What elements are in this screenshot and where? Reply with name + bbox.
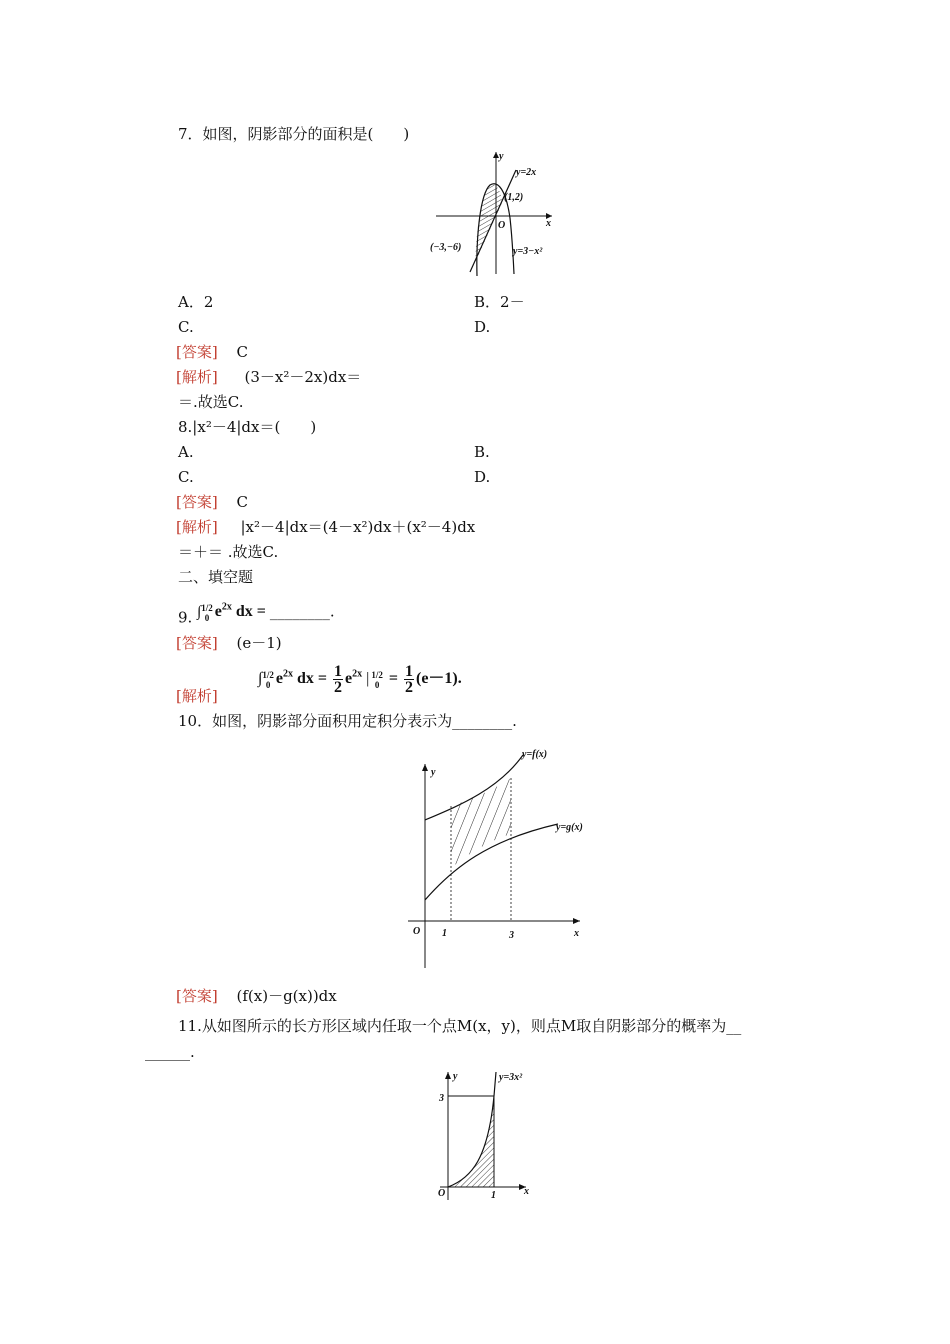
- q9-eq: =: [256, 603, 266, 621]
- upper-limit: 1/2: [262, 669, 274, 680]
- q10-fig-tick3: 3: [509, 930, 514, 941]
- q11-fig-x: x: [524, 1186, 529, 1197]
- q7-figure: [430, 148, 560, 278]
- eval-bar: |: [366, 670, 370, 688]
- q8-stem: 8.|x²－4|dx＝( ): [178, 418, 317, 436]
- q9-lower: 0: [204, 612, 210, 623]
- q7-fig-curve-label: y=3−x²: [513, 246, 543, 257]
- q11-stem-cont: ______.: [145, 1043, 195, 1061]
- q8-answer: [176, 492, 248, 512]
- q10-figure: [398, 742, 618, 972]
- equals: =: [388, 670, 398, 688]
- analysis-tag: [解析]: [176, 518, 218, 536]
- q11-figure: [432, 1068, 542, 1208]
- result: (e－1).: [416, 670, 462, 688]
- q8-option-d: D.: [474, 468, 491, 486]
- q7-fig-point1: (1,2): [504, 192, 524, 203]
- lower-limit: 0: [265, 679, 271, 690]
- q9-number: 9.: [178, 608, 193, 627]
- q9-blank: ________.: [269, 602, 335, 621]
- q10-fig-tick1: 1: [442, 928, 447, 939]
- q10-stem: 10．如图，阴影部分面积用定积分表示为________.: [178, 712, 517, 730]
- q8-option-a: A.: [178, 443, 194, 461]
- q7-stem: 7．如图，阴影部分的面积是( ): [178, 125, 410, 143]
- section-heading: 二、填空题: [178, 568, 254, 586]
- answer-value: (e－1): [236, 634, 282, 652]
- q7-option-b: B．2－: [474, 293, 525, 311]
- answer-tag: [答案]: [176, 493, 218, 511]
- integrand: e: [345, 670, 353, 688]
- q8-option-b: B.: [474, 443, 490, 461]
- dx: dx: [297, 670, 314, 688]
- q9-upper: 1/2: [201, 602, 213, 613]
- q7-analysis: [176, 367, 361, 387]
- frac-den: 2: [334, 679, 343, 696]
- q10-fig-f-label: y=f(x): [522, 749, 548, 760]
- q9-analysis-tag: [176, 686, 218, 706]
- answer-tag: [答案]: [176, 634, 218, 652]
- integral-sign: ∫: [197, 604, 202, 621]
- q11-fig-y: y: [453, 1071, 458, 1082]
- q7-fig-line-label: y=2x: [516, 167, 537, 178]
- q10-fig-x: x: [574, 928, 579, 939]
- q9-exp: 2x: [221, 602, 232, 613]
- answer-value: (f(x)－g(x))dx: [236, 987, 337, 1005]
- answer-value: C: [236, 343, 248, 361]
- q9-integrand: e: [214, 603, 222, 621]
- frac-num: 1: [334, 663, 343, 680]
- q8-analysis-cont: ＝＋＝ .故选C.: [178, 543, 279, 561]
- q9-dx: dx: [235, 603, 253, 621]
- q7-option-c: C.: [178, 318, 194, 336]
- q11-fig-curve-label: y=3x²: [499, 1072, 523, 1083]
- fraction-half: [333, 664, 343, 695]
- lower-limit: 0: [374, 679, 380, 690]
- analysis-tag: [解析]: [176, 687, 218, 705]
- integral-sign: ∫: [258, 670, 263, 688]
- frac-den: 2: [405, 679, 413, 696]
- q7-answer: [176, 342, 248, 362]
- q7-fig-x: x: [546, 218, 551, 229]
- q7-fig-o: O: [498, 220, 506, 231]
- q7-option-a: A．2: [178, 293, 214, 311]
- q9-integral: [197, 602, 270, 623]
- q7-fig-point2: (−3,−6): [430, 242, 462, 253]
- exponent: 2x: [352, 668, 363, 680]
- integrand: e: [275, 670, 284, 688]
- frac-num: 1: [405, 663, 413, 680]
- q10-fig-g-label: y=g(x): [556, 822, 583, 833]
- upper-limit: 1/2: [371, 669, 383, 680]
- q9-analysis-math: [258, 663, 462, 696]
- q10-fig-y: y: [431, 767, 436, 778]
- q7-option-d: D.: [474, 318, 491, 336]
- equals: =: [317, 670, 328, 688]
- q11-fig-o: O: [438, 1188, 446, 1199]
- q8-analysis: [176, 517, 475, 537]
- q9-answer: [176, 633, 282, 653]
- exponent: 2x: [283, 668, 294, 680]
- analysis-tag: [解析]: [176, 368, 218, 386]
- q10-answer: [176, 986, 337, 1006]
- analysis-text: (3－x²－2x)dx＝: [244, 368, 362, 386]
- q9-analysis-expr: [258, 664, 462, 698]
- answer-value: C: [236, 493, 248, 511]
- answer-tag: [答案]: [176, 987, 218, 1005]
- answer-tag: [答案]: [176, 343, 218, 361]
- q10-fig-o: O: [413, 926, 421, 937]
- q11-stem: 11.从如图所示的长方形区域内任取一个点M(x，y)，则点M取自阴影部分的概率为__: [178, 1017, 742, 1035]
- q11-fig-tick-x: 1: [491, 1190, 496, 1201]
- q9-stem: [178, 598, 335, 627]
- q7-analysis-cont: ＝.故选C.: [178, 393, 244, 411]
- q11-fig-tick-y: 3: [439, 1093, 444, 1104]
- q8-option-c: C.: [178, 468, 194, 486]
- q7-fig-y: y: [499, 151, 504, 162]
- fraction-half: [404, 664, 414, 695]
- analysis-text: |x²－4|dx＝(4－x²)dx＋(x²－4)dx: [240, 518, 476, 536]
